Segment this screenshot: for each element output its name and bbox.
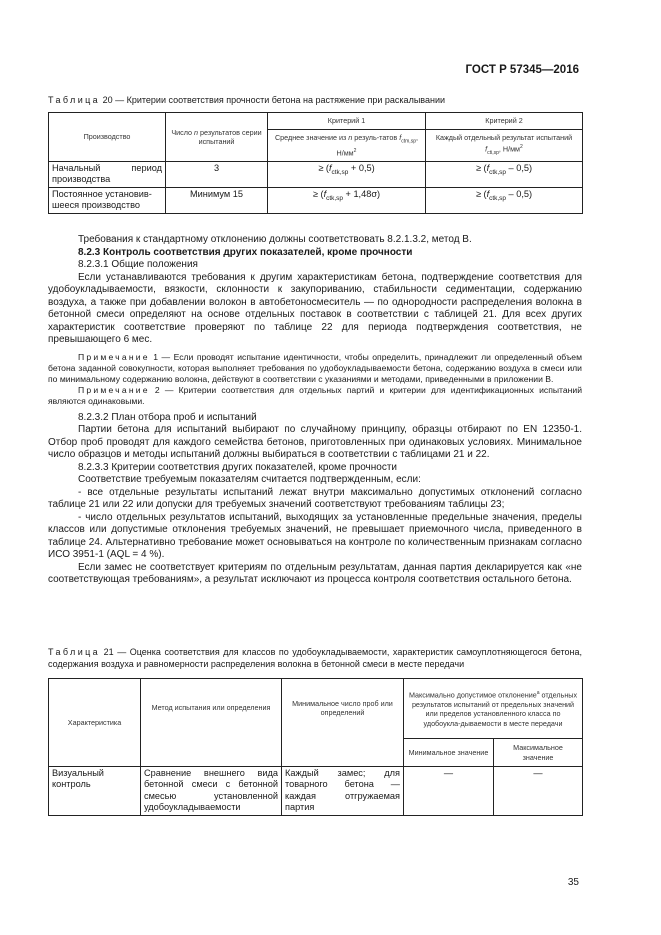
t20-row1-crit1: ≥ $(f_{ctk,sp} + 0,5)$ (268, 162, 426, 188)
table21-caption-prefix: Таблица (48, 647, 101, 657)
t21-header-method: Метод испытания или определения (141, 679, 282, 767)
t20-header-production: Производство (49, 113, 166, 162)
t21-row1-min-number: Каждый замес; для товарного бетона — каждая отгружаемая партия (282, 767, 404, 816)
body-text (48, 234, 582, 587)
table20-caption-prefix: Таблица (48, 95, 101, 105)
table21-caption-text: 21 — Оценка соответствия для классов по удобоукладываемости, характеристик самоуплотняющегося бетона, содержания воздуха и равномерности распределения волокна в бетонной смеси в месте передачи (48, 647, 582, 669)
table20-caption-text: 20 — Критерии соответствия прочности бетона на растяжение при раскалывании (102, 95, 445, 105)
t21-header-min-number: Минимальное число проб или определений (282, 679, 404, 767)
table-21 (48, 678, 583, 816)
t20-row2-crit1: ≥ $(f_{ctk,sp} + 1,48\sigma)$ (268, 188, 426, 214)
table-row (49, 188, 583, 214)
section-heading-8-2-3-3: 8.2.3.3 Критерии соответствия других показателей, кроме прочности (78, 461, 398, 473)
t20-header-count: Число n результатов серии испытаний (166, 113, 268, 162)
paragraph: Требования к стандартному отклонению должны соответствовать 8.2.1.3.2, метод В. (78, 234, 472, 245)
t21-row1-characteristic: Визуальный контроль (49, 767, 141, 816)
table-20 (48, 112, 583, 214)
section-heading-8-2-3: 8.2.3 Контроль соответствия других показателей, кроме прочности (78, 246, 413, 258)
t20-row2-crit2: ≥ $(f_{ctk,sp} - 0,5)$ (426, 188, 583, 214)
t20-header-crit2-detail: Каждый отдельный результат испытаний $f_{cti,sp}$, $Н/мм^2$ (426, 130, 583, 162)
paragraph: Соответствие требуемым показателям считается подтвержденным, если: (78, 474, 421, 485)
note-2: Примечание 2 — Критерии соответствия для отдельных партий и критерии для идентификационных испытаний являются одинаковыми. (48, 384, 582, 406)
t21-header-max-value: Максимальное значение (494, 739, 583, 767)
t21-row1-max-value: — (494, 767, 583, 816)
paragraph: Если замес не соответствует критериям по отдельным результатам, данная партия декларируется как «не соответствующая требованиям», а результат исключают из процесса контроля соответствия остального бетона. (48, 561, 582, 585)
t20-header-crit1-detail: Среднее значение из n резуль-татов $f_{ctm,sp}$, $Н/мм^2$ (268, 130, 426, 162)
table20-caption (48, 94, 445, 106)
section-heading-8-2-3-2: 8.2.3.2 План отбора проб и испытаний (78, 411, 257, 423)
t21-row1-method: Сравнение внешнего вида бетонной смеси с бетонной смесью установленной удобоукладываемости (141, 767, 282, 816)
t21-row1-min-value: — (404, 767, 494, 816)
t21-header-min-value: Минимальное значение (404, 739, 494, 767)
t20-header-crit1: Критерий 1 (268, 113, 426, 130)
t20-header-crit2: Критерий 2 (426, 113, 583, 130)
list-item: - все отдельные результаты испытаний лежат внутри максимально допустимых отклонений согласно таблице 21 или 22 или допуски для требуемых значений соответствуют требованиям таблицы 23; (48, 486, 582, 510)
t20-row2-count: Минимум 15 (166, 188, 268, 214)
note-1: Примечание 1 — Если проводят испытание идентичности, чтобы определить, принадлежит ли определенный объем бетона заданной совокупности, которая выполняет требования по удобоукладываемости бетона, содержанию воздуха в смеси или по минимальному содержанию волокна, действуют в соответствии с указаниями и методами, приведенными в приложении В. (48, 351, 582, 384)
t21-header-max-dev: Максимально допустимое отклонение$^a$ отдельных результатов испытаний от предельных значений или пределов установленного класса по удобоукла-дываемости в месте передачи (404, 679, 583, 739)
t21-header-characteristic: Характеристика (49, 679, 141, 767)
t20-row1-production: Начальный период производства (49, 162, 166, 188)
table-row (49, 162, 583, 188)
paragraph: Если устанавливаются требования к другим характеристикам бетона, подтверждение соответствия для удобоукладываемости, вязкости, склонности к закупориванию, стабильности седиментации, содержанию воздуха, а также при добавлении волокон в автобетоносмеситель — по однородности распределения волокна в бетонной смеси определяют на основе отдельных поставок в соответствии с таблицей 21. Для всех других характеристик соответствие проверяют по таблице 22 для периода подтверждения соответствия, не превышающего 6 мес. (48, 271, 582, 345)
t20-row1-crit2: ≥ $(f_{ctk,sp} - 0,5)$ (426, 162, 583, 188)
standard-number: ГОСТ Р 57345—2016 (465, 64, 579, 76)
t20-row2-production: Постоянное установив- шееся производство (49, 188, 166, 214)
list-item: - число отдельных результатов испытаний, выходящих за установленные предельные значения, пределы классов или допустимые отклонения требуемых значений, не превышает приемочного числа, приведенного в таблице 24. Альтернативно требование может основываться на контроле по количественным признакам согласно ИСО 3951-1 (AQL = 4 %). (48, 511, 582, 560)
section-heading-8-2-3-1: 8.2.3.1 Общие положения (78, 259, 198, 270)
t20-row1-count: 3 (166, 162, 268, 188)
paragraph: Партии бетона для испытаний выбирают по случайному принципу, образцы отбирают по EN 12350-1. Отбор проб проводят для каждого семейства бетонов, приготовленных при одинаковых условиях. Минимальное число образцов и методы испытаний должны выбираться в соответствии с таблицами 21 и 22. (48, 424, 582, 460)
table-row (49, 767, 583, 816)
page-number: 35 (567, 877, 579, 888)
table21-caption (48, 646, 582, 670)
